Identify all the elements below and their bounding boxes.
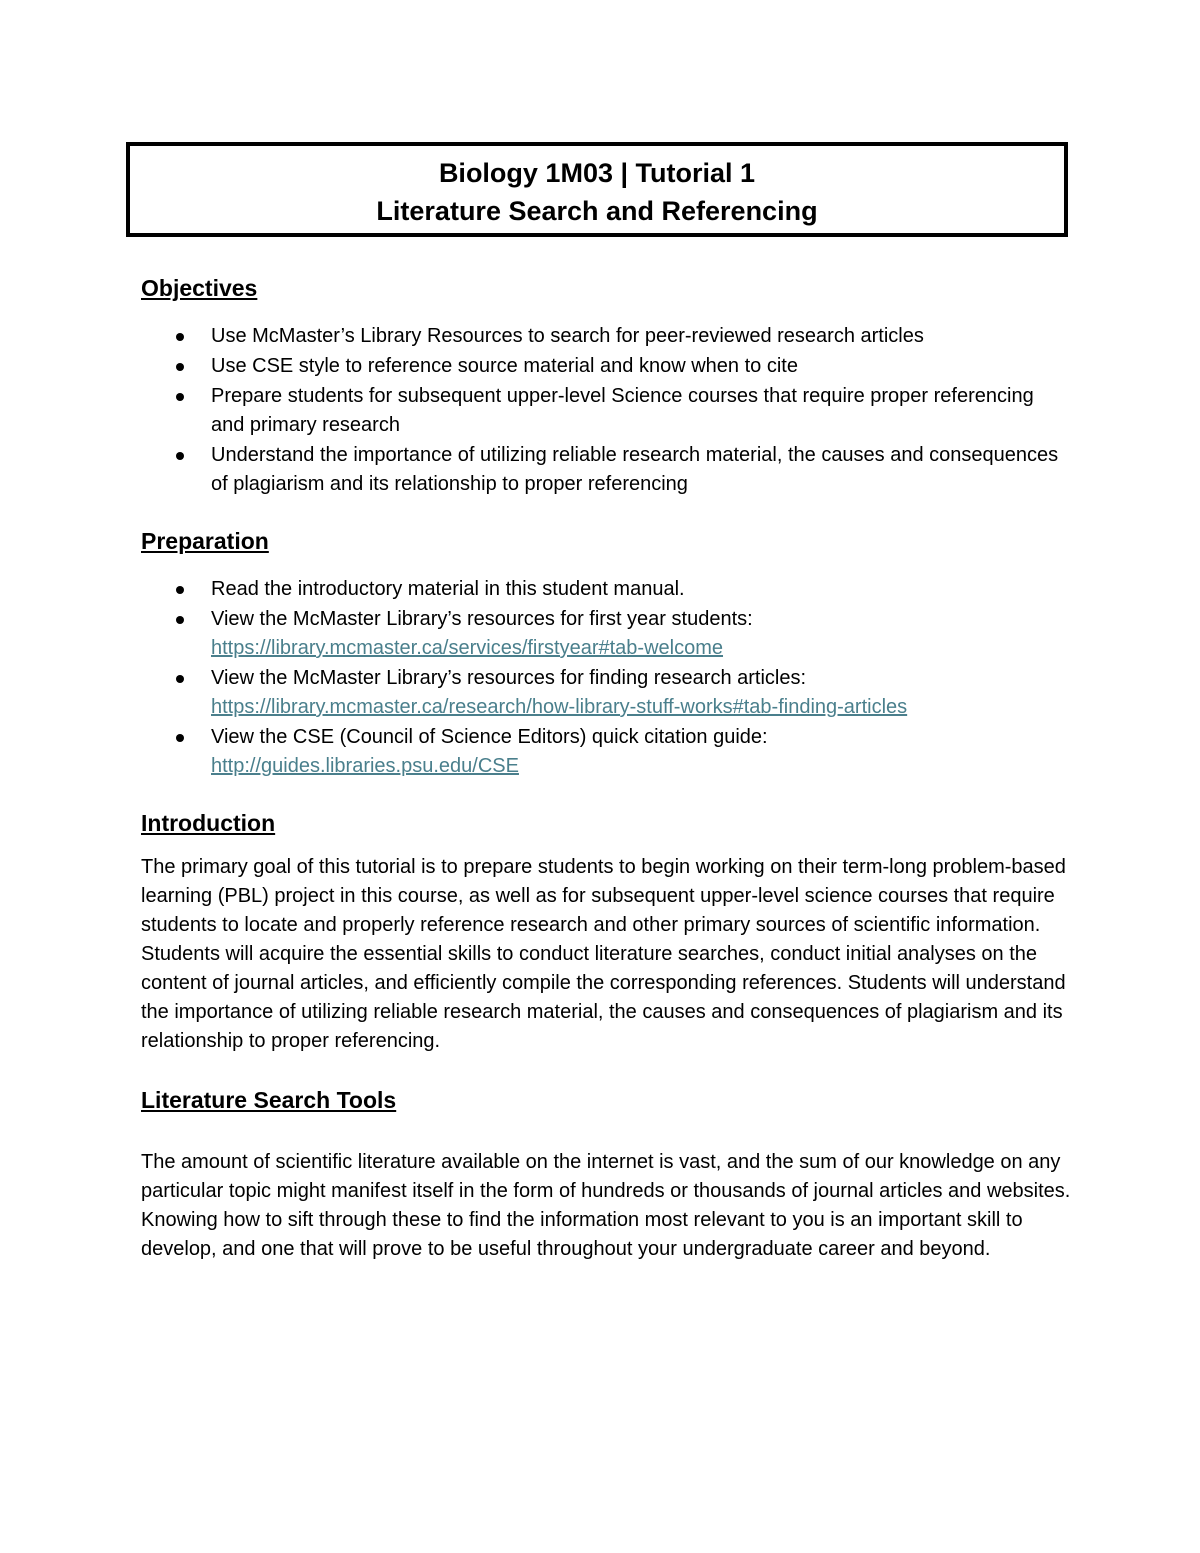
list-item-text: Use McMaster’s Library Resources to search for peer-reviewed research articles xyxy=(211,325,924,347)
objectives-list xyxy=(141,322,1071,499)
firstyear-resources-link[interactable]: https://library.mcmaster.ca/services/firstyear#tab-welcome xyxy=(211,637,724,659)
preparation-list xyxy=(141,575,1071,781)
introduction-heading: Introduction xyxy=(141,810,276,836)
document-body xyxy=(141,270,1071,1264)
bullet-icon xyxy=(176,586,184,594)
list-item-text: Use CSE style to reference source material and know when to cite xyxy=(211,355,798,377)
document-title: Biology 1M03 | Tutorial 1 xyxy=(438,158,756,188)
document-subtitle: Literature Search and Referencing xyxy=(376,196,818,226)
list-item xyxy=(141,322,1071,351)
list-item xyxy=(141,664,1071,722)
list-item xyxy=(141,723,1071,781)
list-item xyxy=(141,605,1071,663)
literature-search-paragraph: The amount of scientific literature available on the internet is vast, and the sum of our knowledge on any particular topic might manifest itself in the form of hundreds or thousands of journal articles and websites. Knowing how to sift through these to find the information most relevant to you is an important skill to develop, and one that will prove to be useful throughout your undergraduate career and beyond. xyxy=(141,1151,1071,1260)
finding-articles-link[interactable]: https://library.mcmaster.ca/research/how-library-stuff-works#tab-finding-articles xyxy=(211,696,908,718)
list-item-text: Read the introductory material in this student manual. xyxy=(211,578,685,600)
bullet-icon xyxy=(176,393,184,401)
objectives-heading: Objectives xyxy=(141,275,258,301)
list-item-text: Understand the importance of utilizing reliable research material, the causes and consequences of plagiarism and its relationship to proper referencing xyxy=(211,444,1059,495)
list-item xyxy=(141,382,1071,440)
bullet-icon xyxy=(176,333,184,341)
bullet-icon xyxy=(176,616,184,624)
literature-search-heading: Literature Search Tools xyxy=(141,1087,397,1113)
cse-guide-link[interactable]: http://guides.libraries.psu.edu/CSE xyxy=(211,755,519,777)
list-item-text: View the McMaster Library’s resources for finding research articles: xyxy=(211,667,807,689)
title-box xyxy=(126,142,1068,237)
bullet-icon xyxy=(176,363,184,371)
list-item-text: View the McMaster Library’s resources for first year students: xyxy=(211,608,753,630)
bullet-icon xyxy=(176,734,184,742)
list-item xyxy=(141,441,1071,499)
list-item-text: Prepare students for subsequent upper-level Science courses that require proper referencing and primary research xyxy=(211,385,1034,436)
bullet-icon xyxy=(176,675,184,683)
list-item xyxy=(141,575,1071,604)
bullet-icon xyxy=(176,452,184,460)
introduction-paragraph: The primary goal of this tutorial is to prepare students to begin working on their term-long problem-based learning (PBL) project in this course, as well as for subsequent upper-level science courses that require students to locate and properly reference research and other primary sources of scientific information. Students will acquire the essential skills to conduct literature searches, conduct initial analyses on the content of journal articles, and efficiently compile the corresponding references. Students will understand the importance of utilizing reliable research material, the causes and consequences of plagiarism and its relationship to proper referencing. xyxy=(141,856,1066,1052)
preparation-heading: Preparation xyxy=(141,528,269,554)
list-item xyxy=(141,352,1071,381)
list-item-text: View the CSE (Council of Science Editors) quick citation guide: xyxy=(211,726,768,748)
